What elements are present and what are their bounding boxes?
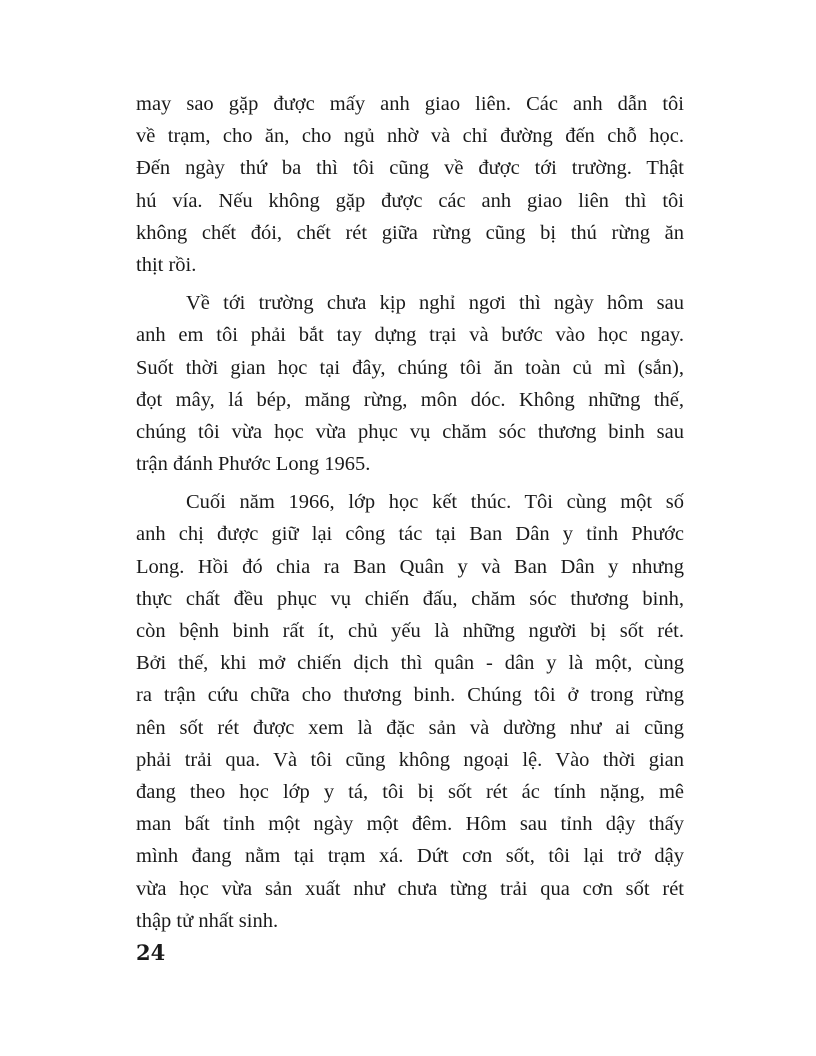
text-line: man bất tỉnh một ngày một đêm. Hôm sau tỉnh dậy thấy [136, 813, 684, 836]
text-line: anh em tôi phải bắt tay dựng trại và bước vào học ngay. [136, 324, 684, 347]
text-line: Cuối năm 1966, lớp học kết thúc. Tôi cùng một số [186, 491, 684, 514]
text-line: phải trải qua. Và tôi cũng không ngoại lệ. Vào thời gian [136, 748, 684, 771]
text-line: nên sốt rét được xem là đặc sản và dường như ai cũng [136, 716, 684, 739]
body-text [136, 88, 684, 937]
text-line: không chết đói, chết rét giữa rừng cũng bị thú rừng ăn [136, 221, 684, 244]
text-line: Long. Hồi đó chia ra Ban Quân y và Ban Dân y nhưng [136, 555, 684, 578]
text-line: đọt mây, lá bép, măng rừng, môn dóc. Không những thế, [136, 388, 684, 411]
text-line: anh chị được giữ lại công tác tại Ban Dân y tỉnh Phước [136, 523, 684, 546]
text-line: ra trận cứu chữa cho thương binh. Chúng tôi ở trong rừng [136, 684, 684, 707]
text-line: vừa học vừa sản xuất như chưa từng trải qua cơn sốt rét [136, 877, 684, 900]
text-line: trận đánh Phước Long 1965. [136, 453, 371, 476]
text-line: mình đang nằm tại trạm xá. Dứt cơn sốt, tôi lại trở dậy [136, 845, 684, 868]
paragraph-3 [136, 486, 684, 937]
text-line: may sao gặp được mấy anh giao liên. Các anh dẫn tôi [136, 93, 684, 115]
text-line: về trạm, cho ăn, cho ngủ nhờ và chỉ đường đến chỗ học. [136, 125, 684, 148]
text-line: còn bệnh binh rất ít, chủ yếu là những người bị sốt rét. [136, 620, 684, 642]
text-line: thịt rồi. [136, 253, 197, 276]
text-line: Suốt thời gian học tại đây, chúng tôi ăn toàn củ mì (sắn), [136, 356, 684, 379]
text-line: Đến ngày thứ ba thì tôi cũng về được tới trường. Thật [136, 157, 684, 180]
paragraph-1 [136, 88, 684, 281]
text-line: đang theo học lớp y tá, tôi bị sốt rét ác tính nặng, mê [136, 780, 684, 803]
text-line: thực chất đều phục vụ chiến đấu, chăm sóc thương binh, [136, 587, 684, 610]
text-line: hú vía. Nếu không gặp được các anh giao liên thì tôi [136, 189, 684, 212]
page-number: 24 [136, 940, 166, 965]
text-line: thập tử nhất sinh. [136, 909, 279, 932]
text-line: Bởi thế, khi mở chiến dịch thì quân - dân y là một, cùng [136, 652, 684, 675]
text-line: Về tới trường chưa kịp nghỉ ngơi thì ngày hôm sau [186, 292, 684, 315]
paragraph-2 [136, 287, 684, 480]
text-line: chúng tôi vừa học vừa phục vụ chăm sóc thương binh sau [136, 420, 684, 443]
